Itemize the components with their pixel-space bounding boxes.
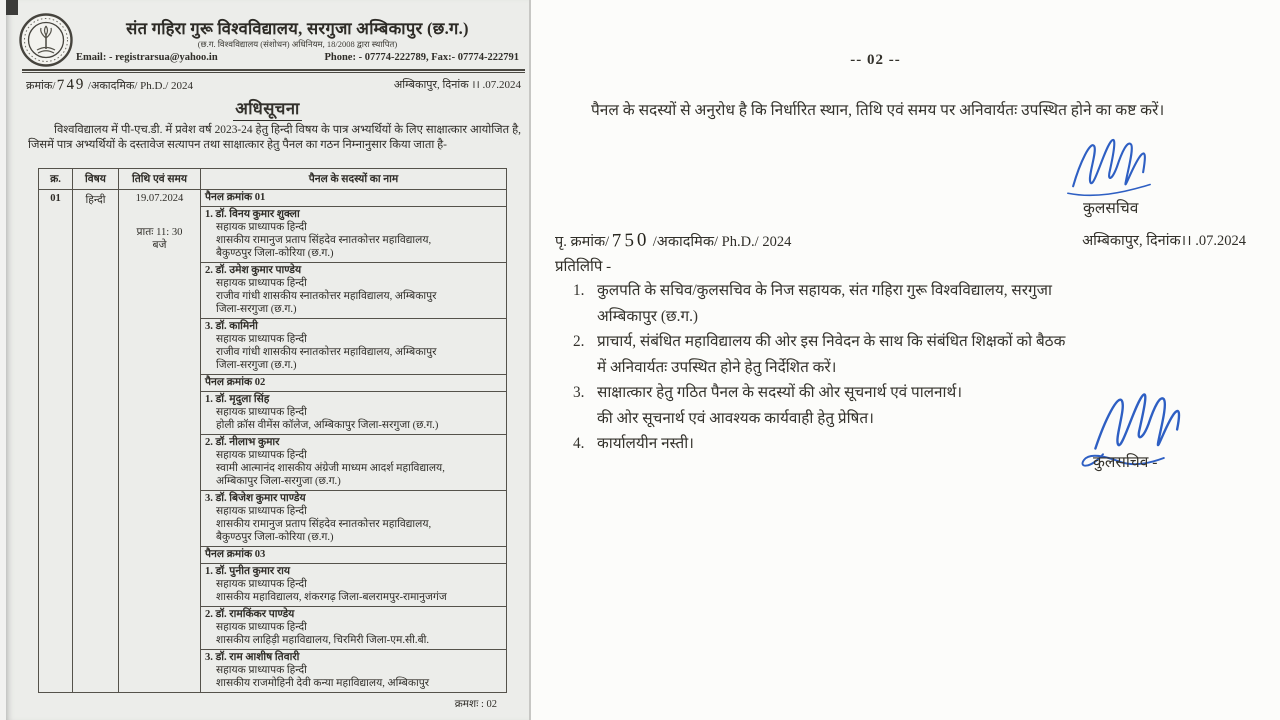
cell-time-line2: बजे <box>152 240 167 251</box>
cell-time-line1: प्रातः 11: 30 <box>136 227 183 238</box>
panel-member-line: अम्बिकापुर जिला-सरगुजा (छ.ग.) <box>216 476 341 487</box>
panel-member-cell <box>201 263 506 319</box>
col-header-panel-members: पैनल के सदस्यों का नाम <box>308 174 399 185</box>
copy-list-item <box>573 329 1252 380</box>
panel-member-cell <box>201 207 506 263</box>
panel-member-line: सहायक प्राध्यापक हिन्दी <box>216 622 307 633</box>
establishment-act-line: (छ.ग. विश्वविद्यालय (संशोधन) अधिनियम, 18/2008 द्वारा स्थापित) <box>197 39 398 49</box>
panel-member-line: 2. डॉ. रामकिंकर पाण्डेय <box>205 609 295 620</box>
panel-table <box>38 168 507 693</box>
page-1 <box>6 0 529 720</box>
panel-member-line: सहायक प्राध्यापक हिन्दी <box>216 665 307 676</box>
copy-item-number: 1. <box>573 282 585 299</box>
panel-member-line: सहायक प्राध्यापक हिन्दी <box>216 278 307 289</box>
panel-member-line: 1. डॉ. पुनीत कुमार राय <box>205 566 291 577</box>
notice-title-text: अधिसूचना <box>233 96 302 121</box>
reference-row-page1 <box>26 77 521 94</box>
panel-member-line: स्वामी आत्मानंद शासकीय अंग्रेजी माध्यम आदर्श महाविद्यालय, <box>216 463 445 474</box>
panel-heading-cell <box>201 375 506 392</box>
panel-member-cell <box>201 491 506 547</box>
table-body-row <box>39 190 506 692</box>
panel-member-cell <box>201 435 506 491</box>
panel-member-line: 2. डॉ. उमेश कुमार पाण्डेय <box>205 265 302 276</box>
copy-item-number: 2. <box>573 333 585 350</box>
panel-member-line: राजीव गांधी शासकीय स्नातकोत्तर महाविद्यालय, अम्बिकापुर <box>216 347 437 358</box>
university-seal-icon <box>18 12 74 68</box>
panel-heading-cell <box>201 190 506 207</box>
panel-member-line: 3. डॉ. कामिनी <box>205 321 258 332</box>
reference-number-left-page2 <box>555 230 791 252</box>
panel-member-line: होली क्रॉस वीमेंस कॉलेज, अम्बिकापुर जिला-सरगुजा (छ.ग.) <box>216 420 439 431</box>
copy-item-text <box>597 329 1252 380</box>
panel-member-line: सहायक प्राध्यापक हिन्दी <box>216 334 307 345</box>
panel-member-line: शासकीय राजमोहिनी देवी कन्या महाविद्यालय, अम्बिकापुर <box>216 678 430 689</box>
panel-heading-cell <box>201 547 506 564</box>
panel-member-cell <box>201 392 506 435</box>
page-number: -- 02 -- <box>850 52 901 68</box>
ref2-prefix: पृ. क्रमांक/ <box>555 234 610 250</box>
contact-line <box>76 52 519 63</box>
copy-item-number: 3. <box>573 384 585 401</box>
ref-suffix: /अकादमिक/ Ph.D./ 2024 <box>87 80 194 92</box>
panel-member-line: सहायक प्राध्यापक हिन्दी <box>216 506 307 517</box>
col-header-subject: विषय <box>73 169 119 189</box>
place-and-date-page2: अम्बिकापुर, दिनांक।। .07.2024 <box>1082 233 1246 249</box>
email-text: Email: - registrarsua@yahoo.in <box>76 52 218 63</box>
copy-item-number: 4. <box>573 435 585 452</box>
col-header-datetime: तिथि एवं समय <box>119 169 201 189</box>
cell-date: 19.07.2024 <box>135 193 184 204</box>
panel-member-line: बैकुण्ठपुर जिला-कोरिया (छ.ग.) <box>216 532 334 543</box>
panel-heading-text: पैनल क्रमांक 02 <box>205 377 266 388</box>
copy-item-line: की ओर सूचनार्थ एवं आवश्यक कार्यवाही हेतु प्रेषित। <box>597 409 874 427</box>
ref2-suffix: /अकादमिक/ Ph.D./ 2024 <box>652 234 792 250</box>
panel-member-line: सहायक प्राध्यापक हिन्दी <box>216 222 307 233</box>
signature2-designation: कुलसचिव - <box>1093 454 1158 471</box>
panel-member-cell <box>201 564 506 607</box>
panel-member-cell <box>201 319 506 375</box>
panel-member-line: शासकीय रामानुज प्रताप सिंहदेव स्नातकोत्तर महाविद्यालय, <box>216 235 432 246</box>
intro-paragraph: विश्वविद्यालय में पी-एच.डी. में प्रवेश वर्ष 2023-24 हेतु हिन्दी विषय के पात्र अभ्यर्थियों के लिए साक्षात्कार आयोजित है, जिसमें पात्र अभ्यर्थियों के दस्तावेज सत्यापन तथा साक्षात्कार हेतु पैनल का गठन निम्नानुसार किया जाता है- <box>28 124 521 151</box>
panel-member-line: राजीव गांधी शासकीय स्नातकोत्तर महाविद्यालय, अम्बिकापुर <box>216 291 437 302</box>
cell-datetime <box>119 190 201 692</box>
copy-list-item <box>573 278 1252 329</box>
panel-member-line: सहायक प्राध्यापक हिन्दी <box>216 579 307 590</box>
place-and-date: अम्बिकापुर, दिनांक ।। .07.2024 <box>393 79 521 91</box>
table-header-row <box>39 169 506 190</box>
panel-member-line: शासकीय रामानुज प्रताप सिंहदेव स्नातकोत्तर महाविद्यालय, <box>216 519 432 530</box>
copy-to-label: प्रतिलिपि - <box>555 259 612 275</box>
col-header-serial: क्र. <box>39 169 73 189</box>
panel-member-line: 2. डॉ. नीलाभ कुमार <box>205 437 280 448</box>
panel-member-line: बैकुण्ठपुर जिला-कोरिया (छ.ग.) <box>216 248 334 259</box>
page-2 <box>531 0 1280 720</box>
header-divider-rule <box>22 69 525 73</box>
panel-member-line: 1. डॉ. विनय कुमार शुक्ला <box>205 209 300 220</box>
panel-member-line: शासकीय महाविद्यालय, शंकरगढ़ जिला-बलरामपुर-रामानुजगंज <box>216 592 447 603</box>
copy-item-line: कुलपति के सचिव/कुलसचिव के निज सहायक, संत गहिरा गुरू विश्वविद्यालय, सरगुजा <box>597 282 1052 299</box>
copy-item-line: में अनिवार्यतः उपस्थित होने हेतु निर्देशित करें। <box>597 358 837 376</box>
scan-corner-artifact <box>6 0 18 15</box>
copy-item-line: साक्षात्कार हेतु गठित पैनल के सदस्यों की ओर सूचनार्थ एवं पालनार्थ। <box>597 384 963 401</box>
copy-item-line: प्राचार्य, संबंधित महाविद्यालय की ओर इस निवेदन के साथ कि संबंधित शिक्षकों को बैठक <box>597 333 1066 350</box>
reference-row-page2 <box>555 230 1246 252</box>
panel-member-line: शासकीय लाहिड़ी महाविद्यालय, चिरमिरी जिला-एम.सी.बी. <box>216 635 430 646</box>
phone-fax-text: Phone: - 07774-222789, Fax:- 07774-222791 <box>324 52 519 63</box>
panel-member-cell <box>201 607 506 650</box>
handwritten-ref-number: 749 <box>56 76 87 94</box>
panel-member-line: 1. डॉ. मृदुला सिंह <box>205 394 270 405</box>
panel-member-line: सहायक प्राध्यापक हिन्दी <box>216 407 307 418</box>
cell-time <box>119 226 200 252</box>
notice-title <box>6 96 529 121</box>
handwritten-ref-number-2: 750 <box>611 229 651 252</box>
cell-serial: 01 <box>39 190 73 692</box>
panel-member-cell <box>201 650 506 692</box>
registrar-signature-icon <box>1051 132 1181 202</box>
panel-heading-text: पैनल क्रमांक 03 <box>205 549 266 560</box>
request-paragraph: पैनल के सदस्यों से अनुरोध है कि निर्धारित स्थान, तिथि एवं समय पर अनिवार्यतः उपस्थित होने का कष्ट करें। <box>591 102 1165 119</box>
panel-member-line: सहायक प्राध्यापक हिन्दी <box>216 450 307 461</box>
panel-member-line: 3. डॉ. राम आशीष तिवारी <box>205 652 300 663</box>
continuation-note: क्रमशः : 02 <box>454 699 497 710</box>
cell-panel-members <box>201 190 506 692</box>
panel-member-line: जिला-सरगुजा (छ.ग.) <box>216 360 297 371</box>
university-name: संत गहिरा गुरू विश्वविद्यालय, सरगुजा अम्बिकापुर (छ.ग.) <box>126 19 469 38</box>
reference-number-left <box>26 77 193 94</box>
panel-member-line: 3. डॉ. बिजेश कुमार पाण्डेय <box>205 493 306 504</box>
panel-member-line: जिला-सरगुजा (छ.ग.) <box>216 304 297 315</box>
cell-subject: हिन्दी <box>73 190 119 692</box>
copy-item-line: कार्यालयीन नस्ती। <box>597 435 694 452</box>
copy-item-text <box>597 278 1252 329</box>
panel-table-wrap <box>38 168 507 711</box>
ref-prefix: क्रमांक/ <box>26 80 56 92</box>
panel-heading-text: पैनल क्रमांक 01 <box>205 192 266 203</box>
copy-item-line: अम्बिकापुर (छ.ग.) <box>597 307 699 325</box>
signature1-designation: कुलसचिव <box>1083 200 1139 217</box>
